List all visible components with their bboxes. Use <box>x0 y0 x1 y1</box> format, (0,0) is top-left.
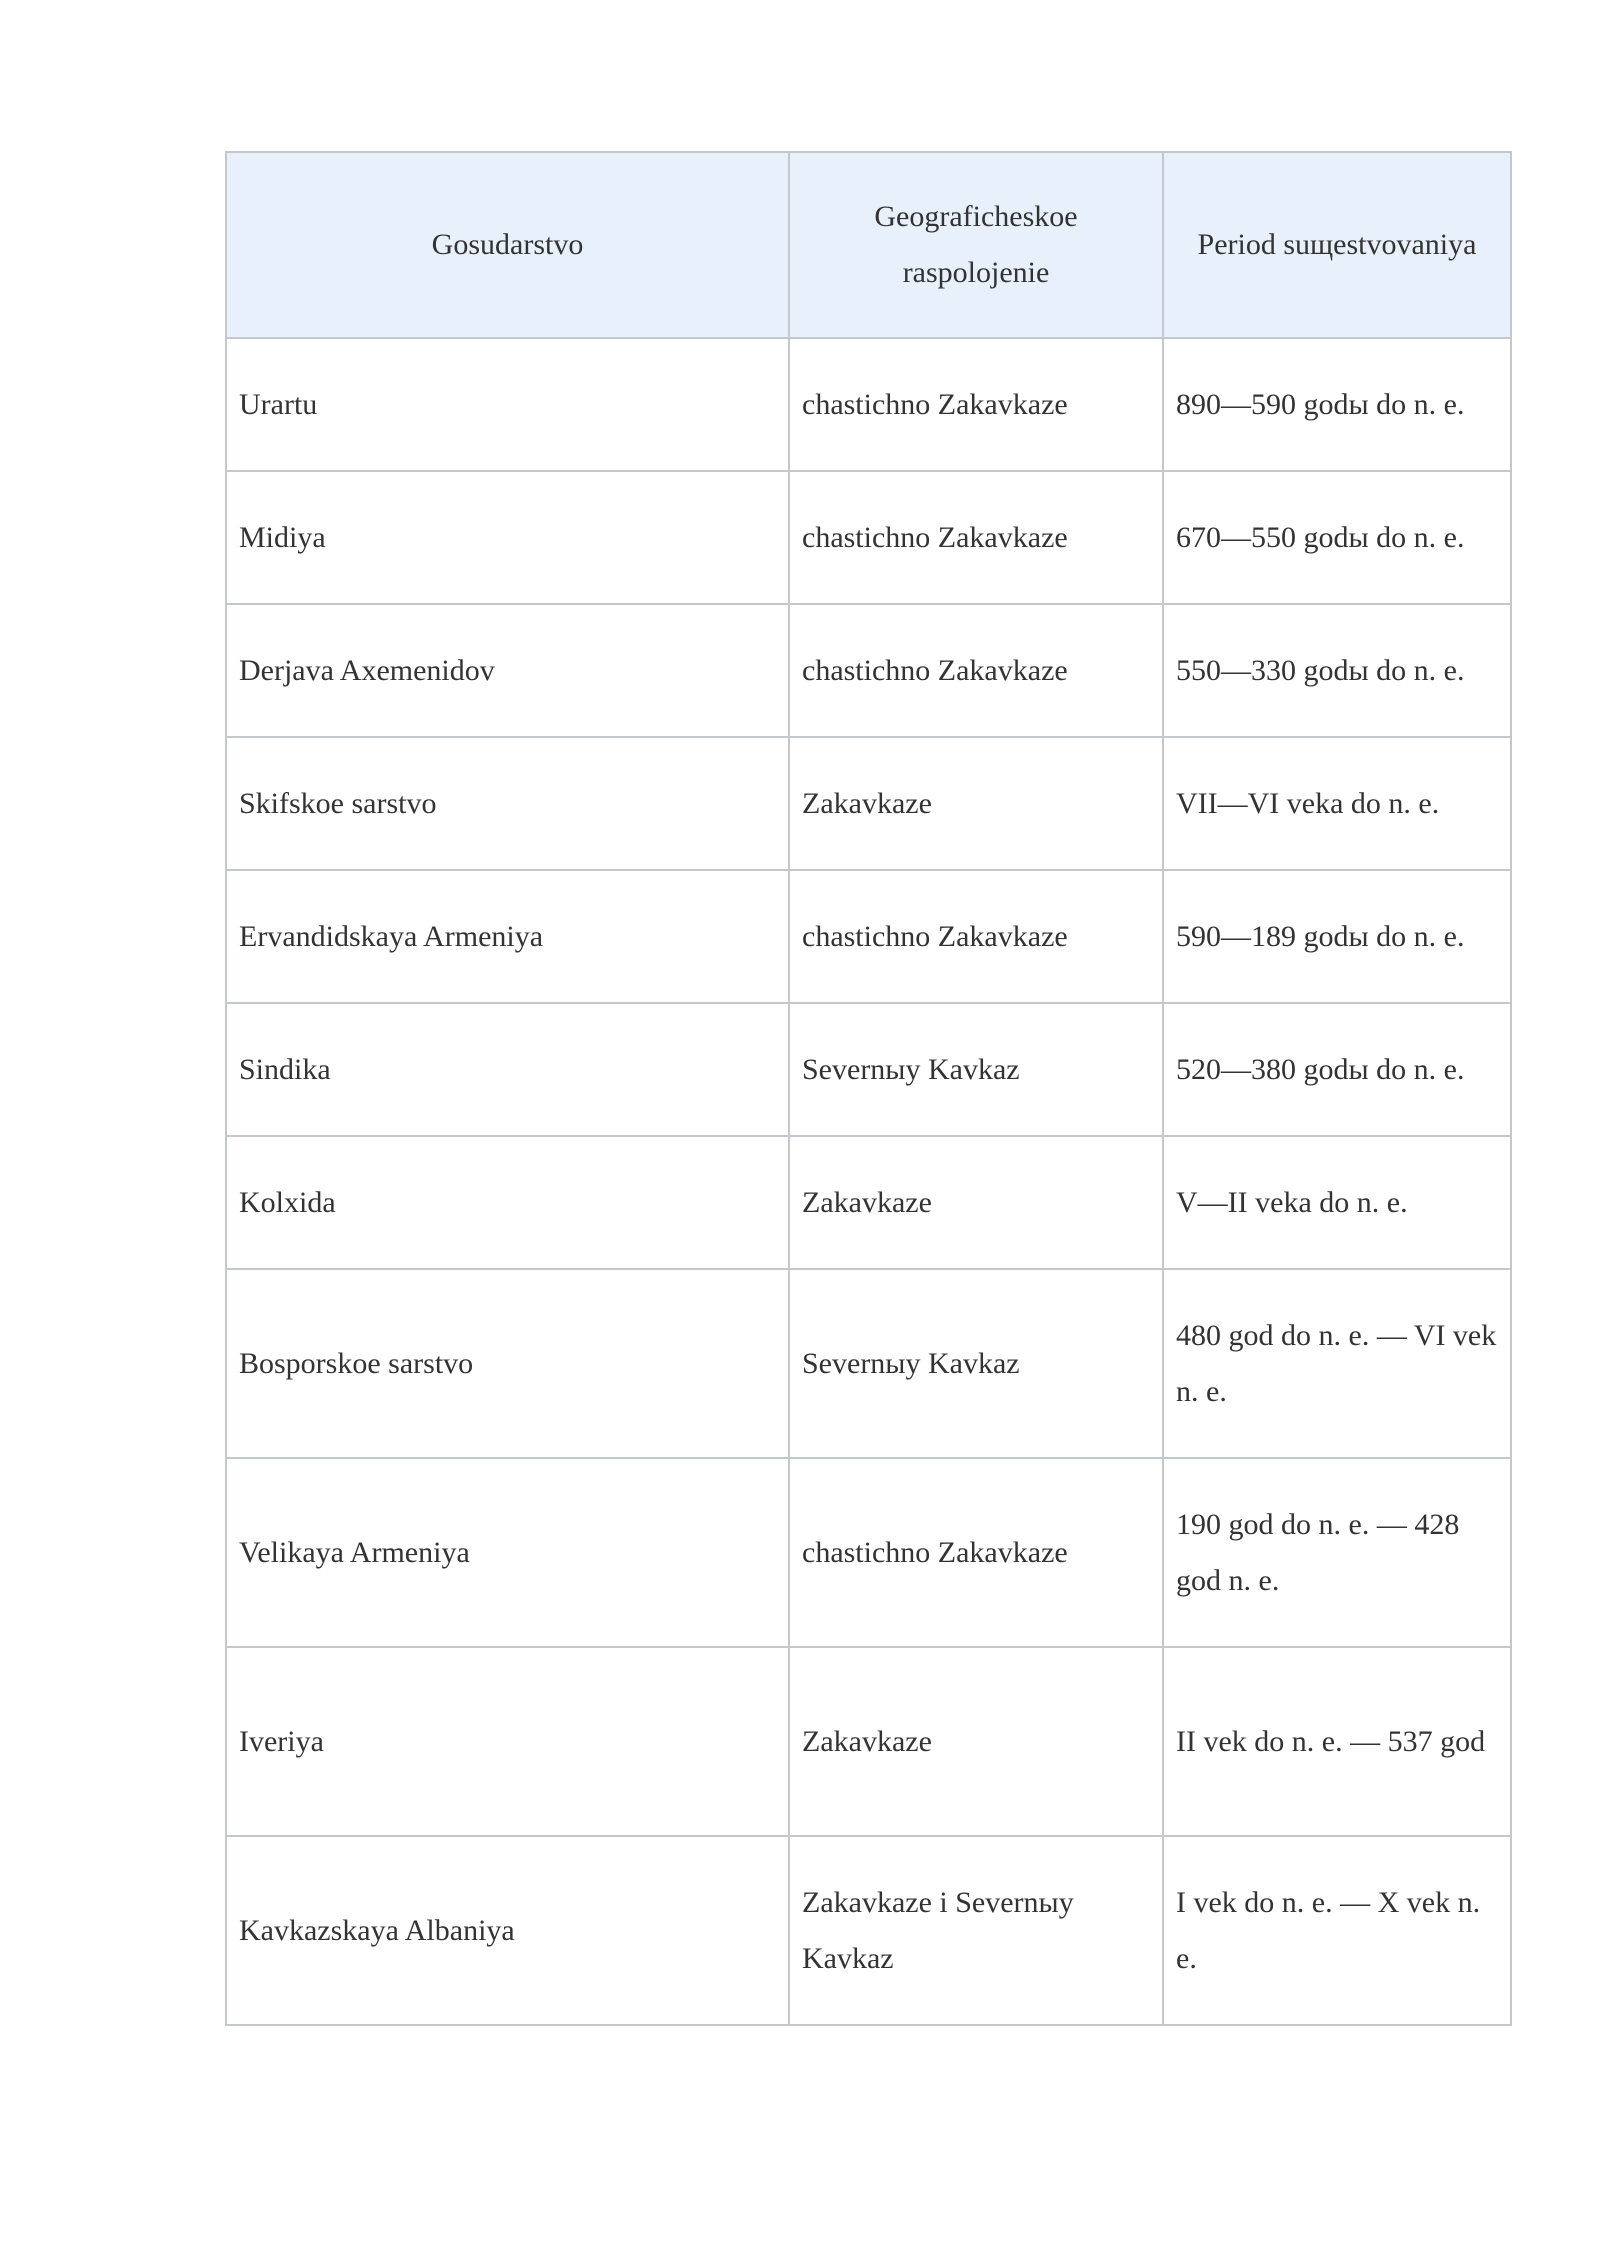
table-cell-state: Bosporskoe sarstvo <box>226 1269 789 1458</box>
table-cell-location: Severnыy Kavkaz <box>789 1269 1163 1458</box>
table-cell-period: 670—550 godы do n. e. <box>1163 471 1511 604</box>
table-cell-location: chastichno Zakavkaze <box>789 471 1163 604</box>
table-cell-state: Midiya <box>226 471 789 604</box>
table-cell-state: Skifskoe sarstvo <box>226 737 789 870</box>
table-cell-location: chastichno Zakavkaze <box>789 338 1163 471</box>
states-table <box>225 151 1512 2026</box>
table-cell-location: Zakavkaze <box>789 1647 1163 1836</box>
table-cell-location: Zakavkaze <box>789 737 1163 870</box>
table-row <box>226 1136 1511 1269</box>
table-cell-state: Sindika <box>226 1003 789 1136</box>
table-cell-period: 590—189 godы do n. e. <box>1163 870 1511 1003</box>
table-row <box>226 1458 1511 1647</box>
table-header-row <box>226 152 1511 338</box>
table-cell-state: Ervandidskaya Armeniya <box>226 870 789 1003</box>
table-cell-period: 550—330 godы do n. e. <box>1163 604 1511 737</box>
table-row <box>226 870 1511 1003</box>
table-cell-period: II vek do n. e. — 537 god <box>1163 1647 1511 1836</box>
table-cell-period: VII—VI veka do n. e. <box>1163 737 1511 870</box>
header-period: Period suщestvovaniya <box>1163 152 1511 338</box>
table-cell-location: Zakavkaze <box>789 1136 1163 1269</box>
table-row <box>226 1003 1511 1136</box>
table-cell-location: chastichno Zakavkaze <box>789 1458 1163 1647</box>
table-cell-state: Derjava Axemenidov <box>226 604 789 737</box>
table-row <box>226 471 1511 604</box>
table-cell-state: Kolxida <box>226 1136 789 1269</box>
table-cell-location: chastichno Zakavkaze <box>789 870 1163 1003</box>
table-cell-period: V—II veka do n. e. <box>1163 1136 1511 1269</box>
table-cell-state: Kavkazskaya Albaniya <box>226 1836 789 2025</box>
table-cell-location: chastichno Zakavkaze <box>789 604 1163 737</box>
table-row <box>226 604 1511 737</box>
table-cell-location: Severnыy Kavkaz <box>789 1003 1163 1136</box>
table-cell-location: Zakavkaze i Severnыy Kavkaz <box>789 1836 1163 2025</box>
table-cell-state: Urartu <box>226 338 789 471</box>
table-row <box>226 1269 1511 1458</box>
table-cell-state: Iveriya <box>226 1647 789 1836</box>
table-cell-period: I vek do n. e. — X vek n. e. <box>1163 1836 1511 2025</box>
table-cell-state: Velikaya Armeniya <box>226 1458 789 1647</box>
header-gosudarstvo: Gosudarstvo <box>226 152 789 338</box>
table-cell-period: 480 god do n. e. — VI vek n. e. <box>1163 1269 1511 1458</box>
table-cell-period: 520—380 godы do n. e. <box>1163 1003 1511 1136</box>
header-geograficheskoe-raspolojenie: Geograficheskoe raspolojenie <box>789 152 1163 338</box>
table-cell-period: 890—590 godы do n. e. <box>1163 338 1511 471</box>
table-row <box>226 1647 1511 1836</box>
table-row <box>226 737 1511 870</box>
table-row <box>226 338 1511 471</box>
table-cell-period: 190 god do n. e. — 428 god n. e. <box>1163 1458 1511 1647</box>
table-row <box>226 1836 1511 2025</box>
